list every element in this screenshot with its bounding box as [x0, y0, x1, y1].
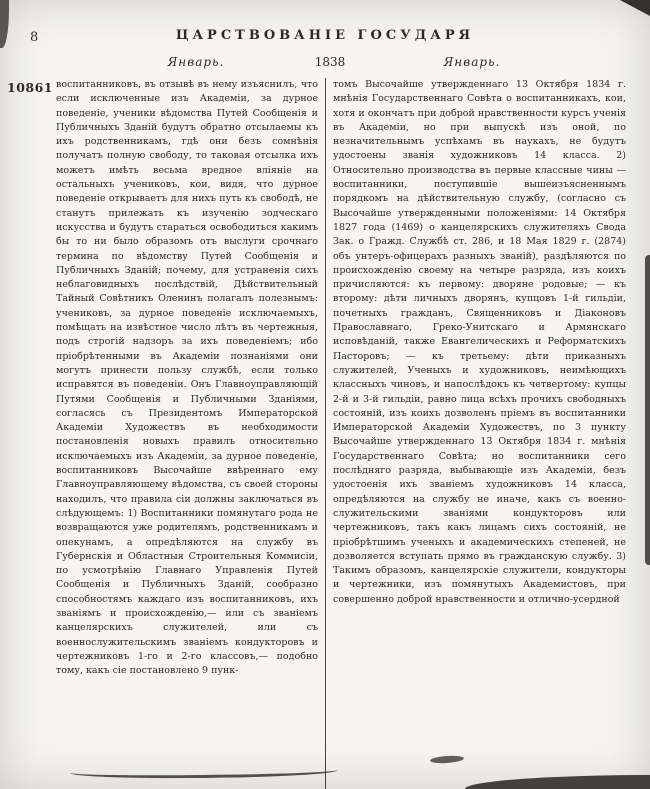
- scan-artifact-right-edge: [645, 255, 650, 565]
- page-number: 8: [30, 30, 39, 45]
- scan-artifact-top-right: [620, 0, 650, 16]
- page-title: ЦАРСТВОВАНІЕ ГОСУДАРЯ: [175, 28, 475, 43]
- entry-number: 10861: [7, 80, 53, 95]
- subheader-year: 1838: [314, 55, 346, 69]
- left-column-text: воспитанниковъ, въ отзывѣ въ нему изъяснилъ, что если исключенные изъ Академіи, за дурное поведеніе, ученики вѣдомства Путей Сообщенія и Публичныхъ Зданій будутъ обратно отсылаемы къ ихъ родственникамъ, гдѣ они безъ сомнѣнія получатъ полную свободу, то таковая отсылка ихъ можетъ имѣть весьма вредное вліяніе на остальныхъ учениковъ, кои, видя, что дурное поведеніе открываетъ для нихъ путь къ свободѣ, не станутъ прилежать къ изученію зодческаго искусства и будутъ стараться освободиться какимъ бы то ни было образомъ отъ выслуги срочнаго термина по вѣдомству Путей Сообщенія и Публичныхъ Зданій; почему, для устраненія сихъ неблаговидныхъ послѣдствій, Дѣйствительный Тайный Совѣтникъ Оленинъ полагалъ полезнымъ: учениковъ, за дурное поведеніе исключаемыхъ, помѣщать на извѣстное число лѣтъ въ чертежныя, подъ строгій надзоръ за ихъ поведеніемъ; ибо пріобрѣтенными въ Академіи познаніями они могутъ принести пользу службѣ, если только исправятся въ поведеніи. Онъ Главноуправляющій Путями Сообщенія и Публичными Зданіями, согласясь съ Президентомъ Императорской Академіи Художествъ въ необходимости постановленія новыхъ правилъ относительно исключаемыхъ изъ Академіи, за дурное поведеніе, воспитанниковъ Высочайше ввѣреннаго ему Главноуправляющему вѣдомства, съ своей стороны находилъ, что правила сіи должны заключаться въ слѣдующемъ: 1) Воспитанники помянутаго рода не возвращаются уже родителямъ, родственникамъ и опекунамъ, а опредѣляются на службу въ Губернскія и Областныя Строительныя Коммисіи, по усмотрѣнію Главнаго Управленія Путей Сообщенія и Публичныхъ Зданій, сообразно способностямъ каждаго изъ воспитанниковъ, ихъ званіямъ и происхожденію,— или съ званіемъ канцелярскихъ служителей, или съ военнослужительскимъ званіемъ кондукторовъ и чертежниковъ 1-го и 2-го классовъ,— подобно тому, какъ сіе постановлено 9 пунк-: [56, 79, 318, 677]
- subheader-month-right: Январь.: [443, 55, 501, 69]
- column-divider: [325, 78, 326, 789]
- subheader-month-left: Январь.: [167, 55, 225, 69]
- right-column-text: томъ Высочайше утвержденнаго 13 Октября 1834 г. мнѣнія Государственнаго Совѣта о воспитанникахъ, кои, хотя и окончатъ при доброй нравственности курсъ ученія въ Академіи, но при выпускѣ изъ оной, по незначительнымъ успѣхамъ въ наукахъ, не будутъ удостоены званія художниковъ 14 класса. 2) Относительно производства въ первые классные чины — воспитанники, поступившіе вышеизъясненнымъ порядкомъ на дѣйствительную службу, (согласно съ Высочайше утвержденными положеніями: 14 Октября 1827 года (1469) о канцелярскихъ служителяхъ Свода Зак. о Гражд. Службѣ ст. 286, и 18 Мая 1829 г. (2874) объ унтеръ-офицерахъ разныхъ званій), раздѣляются по происхожденію своему на четыре разряда, изъ коихъ причисляются: къ первому: дворяне родовые; — къ второму: дѣти личныхъ дворянъ, купцовъ 1-й гильдіи, почетныхъ гражданъ, Священниковъ и Діаконовъ Православнаго, Греко-Унитскаго и Армянскаго исповѣданій, также Евангелическихъ и Реформатскихъ Пасторовъ; — къ третьему: дѣти приказныхъ служителей, Ученыхъ и художниковъ, неимѣющихъ классныхъ чиновъ, и напослѣдокъ къ четвертому: купцы 2-й и 3-й гильдіи, равно лица всѣхъ прочихъ свободныхъ состояній, изъ коихъ дозволенъ пріемъ въ воспитанники Императорской Академіи Художествъ, по 3 пункту Высочайше утвержденнаго 13 Октября 1834 г. мнѣнія Государственнаго Совѣта; но воспитанники сего послѣдняго разряда, выбывающіе изъ Академіи, безъ удостоенія ихъ званіемъ художниковъ 14 класса, опредѣляются на службу не иначе, какъ съ военно-служительскими званіями кондукторовъ или чертежниковъ, такъ какъ лицамъ сихъ состояній, не пріобрѣтшимъ ученыхъ и академическихъ степеней, не дозволяется вступать прямо въ гражданскую службу. 3) Такимъ образомъ, канцелярскіе служители, кондукторы и чертежники, изъ помянутыхъ Академистовъ, при совершенно доброй нравственности и отлично-усердной: [333, 79, 626, 605]
- text-columns: [56, 78, 626, 789]
